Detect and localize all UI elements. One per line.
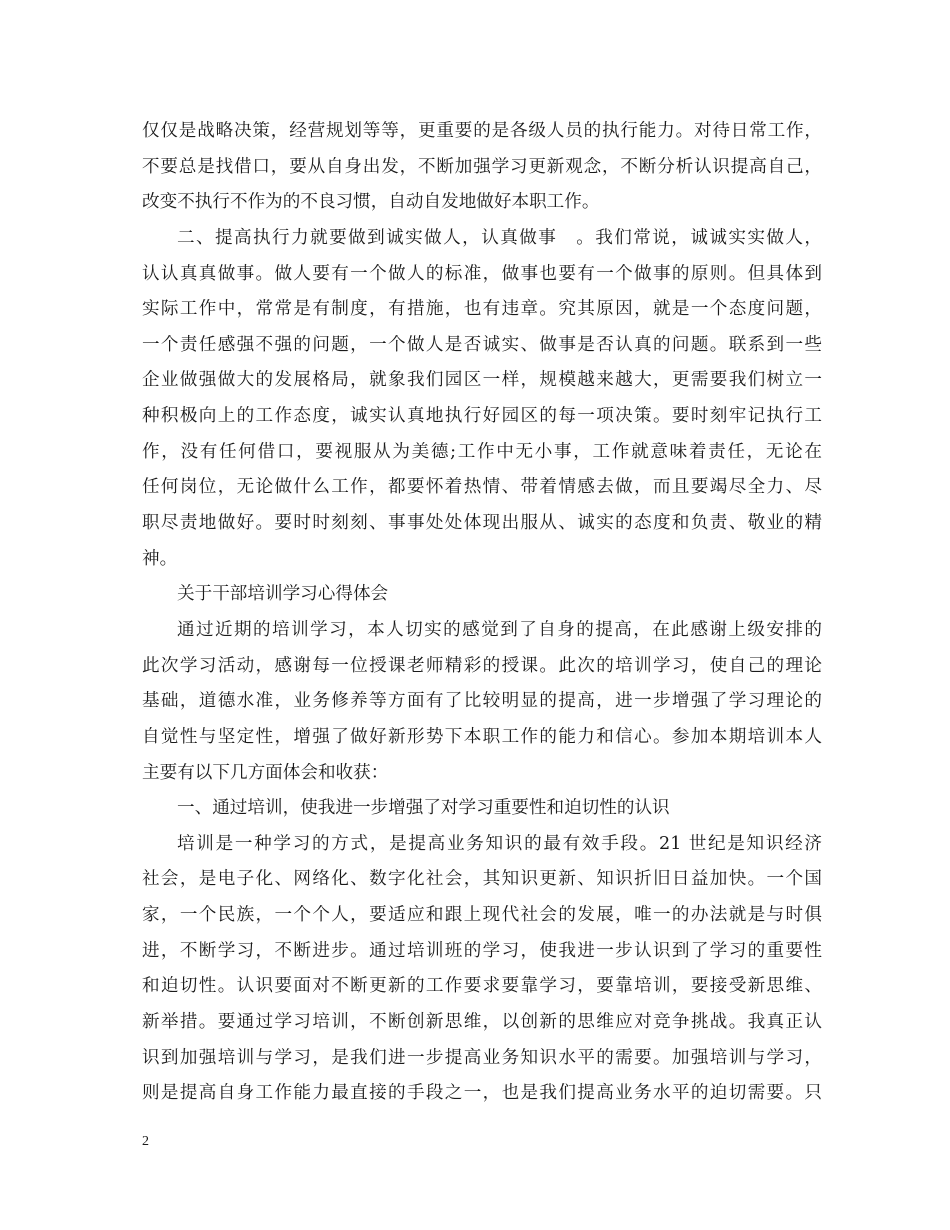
text-line: 通过近期的培训学习，本人切实的感觉到了自身的提高，在此感谢上级安排的	[177, 619, 822, 640]
text-line: 关于干部培训学习心得体会	[177, 584, 389, 605]
text-line: 此次学习活动，感谢每一位授课老师精彩的授课。此次的培训学习，使自己的理论	[142, 655, 822, 676]
text-line: 一个责任感强不强的问题，一个做人是否诚实、做事是否认真的问题。联系到一些	[142, 334, 822, 355]
text-line: 认认真真做事。做人要有一个做人的标准，做事也要有一个做事的原则。但具体到	[142, 263, 822, 284]
text-line: 进，不断学习，不断进步。通过培训班的学习，使我进一步认识到了学习的重要性	[142, 940, 822, 961]
text-line: 企业做强做大的发展格局，就象我们园区一样，规模越来越大，更需要我们树立一	[142, 370, 822, 391]
text-line: 基础，道德水准，业务修养等方面有了比较明显的提高，进一步增强了学习理论的	[142, 691, 822, 712]
text-line: 新举措。要通过学习培训，不断创新思维，以创新的思维应对竞争挑战。我真正认	[142, 1012, 822, 1033]
text-line: 作，没有任何借口，要视服从为美德;工作中无小事，工作就意味着责任，无论在	[142, 441, 822, 462]
page-number: 2	[142, 1134, 149, 1149]
text-line: 培训是一种学习的方式，是提高业务知识的最有效手段。21 世纪是知识经济	[177, 833, 822, 854]
text-line: 实际工作中，常常是有制度，有措施，也有违章。究其原因，就是一个态度问题，	[142, 299, 822, 320]
text-line: 仅仅是战略决策，经营规划等等，更重要的是各级人员的执行能力。对待日常工作，	[142, 121, 822, 141]
text-line: 主要有以下几方面体会和收获：	[142, 762, 389, 783]
text-line: 种积极向上的工作态度，诚实认真地执行好园区的每一项决策。要时刻牢记执行工	[142, 406, 822, 427]
document-body	[142, 114, 822, 1112]
text-line: 自觉性与坚定性，增强了做好新形势下本职工作的能力和信心。参加本期培训本人	[142, 726, 822, 747]
text-line: 识到加强培训与学习，是我们进一步提高业务知识水平的需要。加强培训与学习，	[142, 1047, 822, 1068]
text-line: 家，一个民族，一个个人，要适应和跟上现代社会的发展，唯一的办法就是与时俱	[142, 905, 822, 926]
text-line: 和迫切性。认识要面对不断更新的工作要求要靠学习，要靠培训，要接受新思维、	[142, 976, 822, 997]
text-line: 职尽责地做好。要时时刻刻、事事处处体现出服从、诚实的态度和负责、敬业的精	[142, 513, 822, 534]
text-line: 二、提高执行力就要做到诚实做人，认真做事 。我们常说，诚诚实实做人，	[177, 227, 822, 248]
text-line: 不要总是找借口，要从自身出发，不断加强学习更新观念，不断分析认识提高自己，	[142, 156, 822, 177]
text-line: 一、通过培训，使我进一步增强了对学习重要性和迫切性的认识	[177, 798, 670, 819]
text-line: 改变不执行不作为的不良习惯，自动自发地做好本职工作。	[142, 192, 600, 213]
text-line: 任何岗位，无论做什么工作，都要怀着热情、带着情感去做，而且要竭尽全力、尽	[142, 477, 822, 498]
text-line: 神。	[142, 548, 178, 569]
text-line: 社会，是电子化、网络化、数字化社会，其知识更新、知识折旧日益加快。一个国	[142, 869, 822, 890]
text-line: 则是提高自身工作能力最直接的手段之一，也是我们提高业务水平的迫切需要。只	[142, 1083, 822, 1104]
